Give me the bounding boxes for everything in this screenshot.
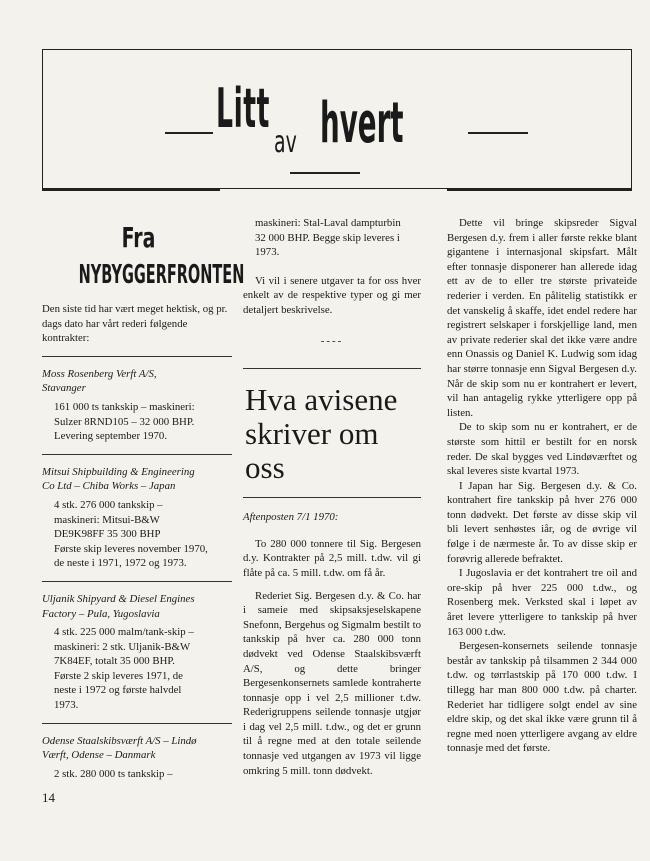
header-bottom-rule-left — [42, 189, 220, 191]
yard-entry — [42, 367, 235, 444]
article-paragraph: I Japan har Sig. Bergesen d.y. & Co. kontrahert fire tankskip på hver 276 000 tonn dødvekt. Det første av disse skip vil bli levert senhøstes iår, og de øvrige vil følge i de nærmeste år. To av disse skip er forøvrig allerede befraktet. — [447, 479, 637, 565]
column-2 — [243, 216, 421, 786]
continued-text: maskineri: Stal-Laval dampturbin 32 000 BHP. Begge skip leveres i 1973. — [255, 217, 401, 259]
heading-fra: Fra — [121, 221, 156, 254]
section-title-litt: Litt — [216, 77, 270, 140]
yard-entry — [42, 734, 235, 782]
yard-name: Mitsui Shipbuilding & Engineering Co Ltd – Chiba Works – Japan — [42, 465, 195, 493]
yard-details: 2 stk. 280 000 ts tankskip – — [54, 767, 173, 780]
section-title — [212, 60, 472, 180]
yard-name: Odense Staalskibsværft A/S – Lindø Værft, Odense – Danmark — [42, 734, 197, 762]
header-rule-left — [165, 132, 213, 134]
article-paragraph: To 280 000 tonnere til Sig. Bergesen d.y. Kontrakter på 2,5 mill. t.dw. vil gi flåte på ca. 5 mill. t.dw. om få år. — [243, 537, 421, 579]
column-3 — [447, 216, 637, 756]
heading-nybyggerfronten: NYBYGGERFRONTEN — [78, 260, 245, 290]
yard-details: 4 stk. 225 000 malm/tank-skip – maskineri: 2 stk. Uljanik-B&W 7K84EF, totalt 35 000 BHP. Første 2 skip leveres 1971, de neste i 1972 og første halvdel 1973. — [54, 626, 194, 712]
article-heading: Hva avisene skriver om oss — [245, 382, 398, 486]
yard-entry — [42, 592, 235, 713]
column-1 — [42, 221, 245, 785]
article-paragraph: De to skip som nu er kontrahert, er de største som hittil er bestilt for en norsk reder. De skal bygges ved Lindøværftet og skal leveres siste kvartal 1973. — [447, 421, 637, 478]
divider — [243, 497, 421, 498]
page-number: 14 — [42, 790, 55, 805]
divider — [42, 454, 232, 455]
yard-name: Uljanik Shipyard & Diesel Engines Factory – Pula, Yugoslavia — [42, 592, 195, 620]
article-paragraph: Dette vil bringe skipsreder Sigval Bergesen d.y. frem i aller første rekke blant gigantene i internasjonal skipsfart. Målt efter tonnasje disponerer han allerede idag ett av de to eller tre største privateide rederier i verden. En pålitelig statistikk er det vanskelig å skaffe, idet endel redere har registrert selskaper i forskjellige land, men av private rederier skal det ikke være andre enn Onassis og Daniel K. Ludwig som idag har større tonnasje enn Sigval Bergesen d.y. Når de skip som nu er kontrahert er levert, vil han antagelig rykke ytterligere opp på listen. — [447, 217, 637, 419]
section-title-av: av — [274, 125, 297, 160]
yard-entry — [42, 465, 235, 571]
section-title-hvert: hvert — [320, 91, 404, 156]
divider — [42, 581, 232, 582]
article-paragraph: I Jugoslavia er det kontrahert tre oil and ore-skip på hver 225 000 t.dw., og Rosenberg mek. Verksted skal i løpet av året levere ytterligere to tankskip på hver 163 000 t.dw. — [447, 567, 637, 638]
divider — [42, 723, 232, 724]
divider — [243, 368, 421, 369]
yard-details: 4 stk. 276 000 tankskip – maskineri: Mitsui-B&W DE9K98FF 35 300 BHP Første skip leveres november 1970, de neste i 1971, 1972 og 1973. — [54, 498, 208, 570]
section-title-underline — [290, 172, 360, 174]
source-line: Aftenposten 7/1 1970: — [243, 511, 339, 524]
closing-paragraph: Vi vil i senere utgaver ta for oss hver enkelt av de respektive typer og gi mer detaljert beskrivelse. — [243, 274, 421, 316]
header-rule-right — [468, 132, 528, 134]
yard-name: Moss Rosenberg Verft A/S, Stavanger — [42, 367, 157, 395]
header-bottom-rule-right — [447, 189, 632, 191]
yard-details: 161 000 ts tankskip – maskineri: Sulzer 8RND105 – 32 000 BHP. Levering september 1970. — [54, 400, 195, 443]
article-paragraph: Rederiet Sig. Bergesen d.y. & Co. har i sameie med skipsaksjeselskapene Snefonn, Bergehus og Sigmalm bestilt to tankskip på hver ca. 280 000 tonn dødvekt ved Odense Staalskibsværft A/S, og dette bringer Bergesenkonsernets samlede kontraherte tonnasje opp i vel 2,5 millioner t.dw. Rederigruppens seilende tonnasje utgjør i dag vel 2,5 mill. t.dw., og det er grunn til å regne med at den totale seilende tonnasje ved utgangen av 1973 vil ligge omkring 5 mill. tonn dødvekt. — [243, 589, 421, 777]
separator: ---- — [320, 334, 344, 347]
article-paragraph: Bergesen-konsernets seilende tonnasje består av tankskip på tilsammen 2 344 000 t.dw. og tørrlastskip på 170 000 t.dw. I tillegg har man 800 000 t.dw. på charter. Rederiet har tidligere solgt endel av sine eldre skip, og det skal ikke være grunn til å regne med noen ytterligere avgang av eldre tonnasje med det første. — [447, 640, 637, 755]
intro-paragraph: Den siste tid har vært meget hektisk, og pr. dags dato har vårt rederi følgende kontrakter: — [42, 303, 228, 345]
divider — [42, 356, 232, 357]
